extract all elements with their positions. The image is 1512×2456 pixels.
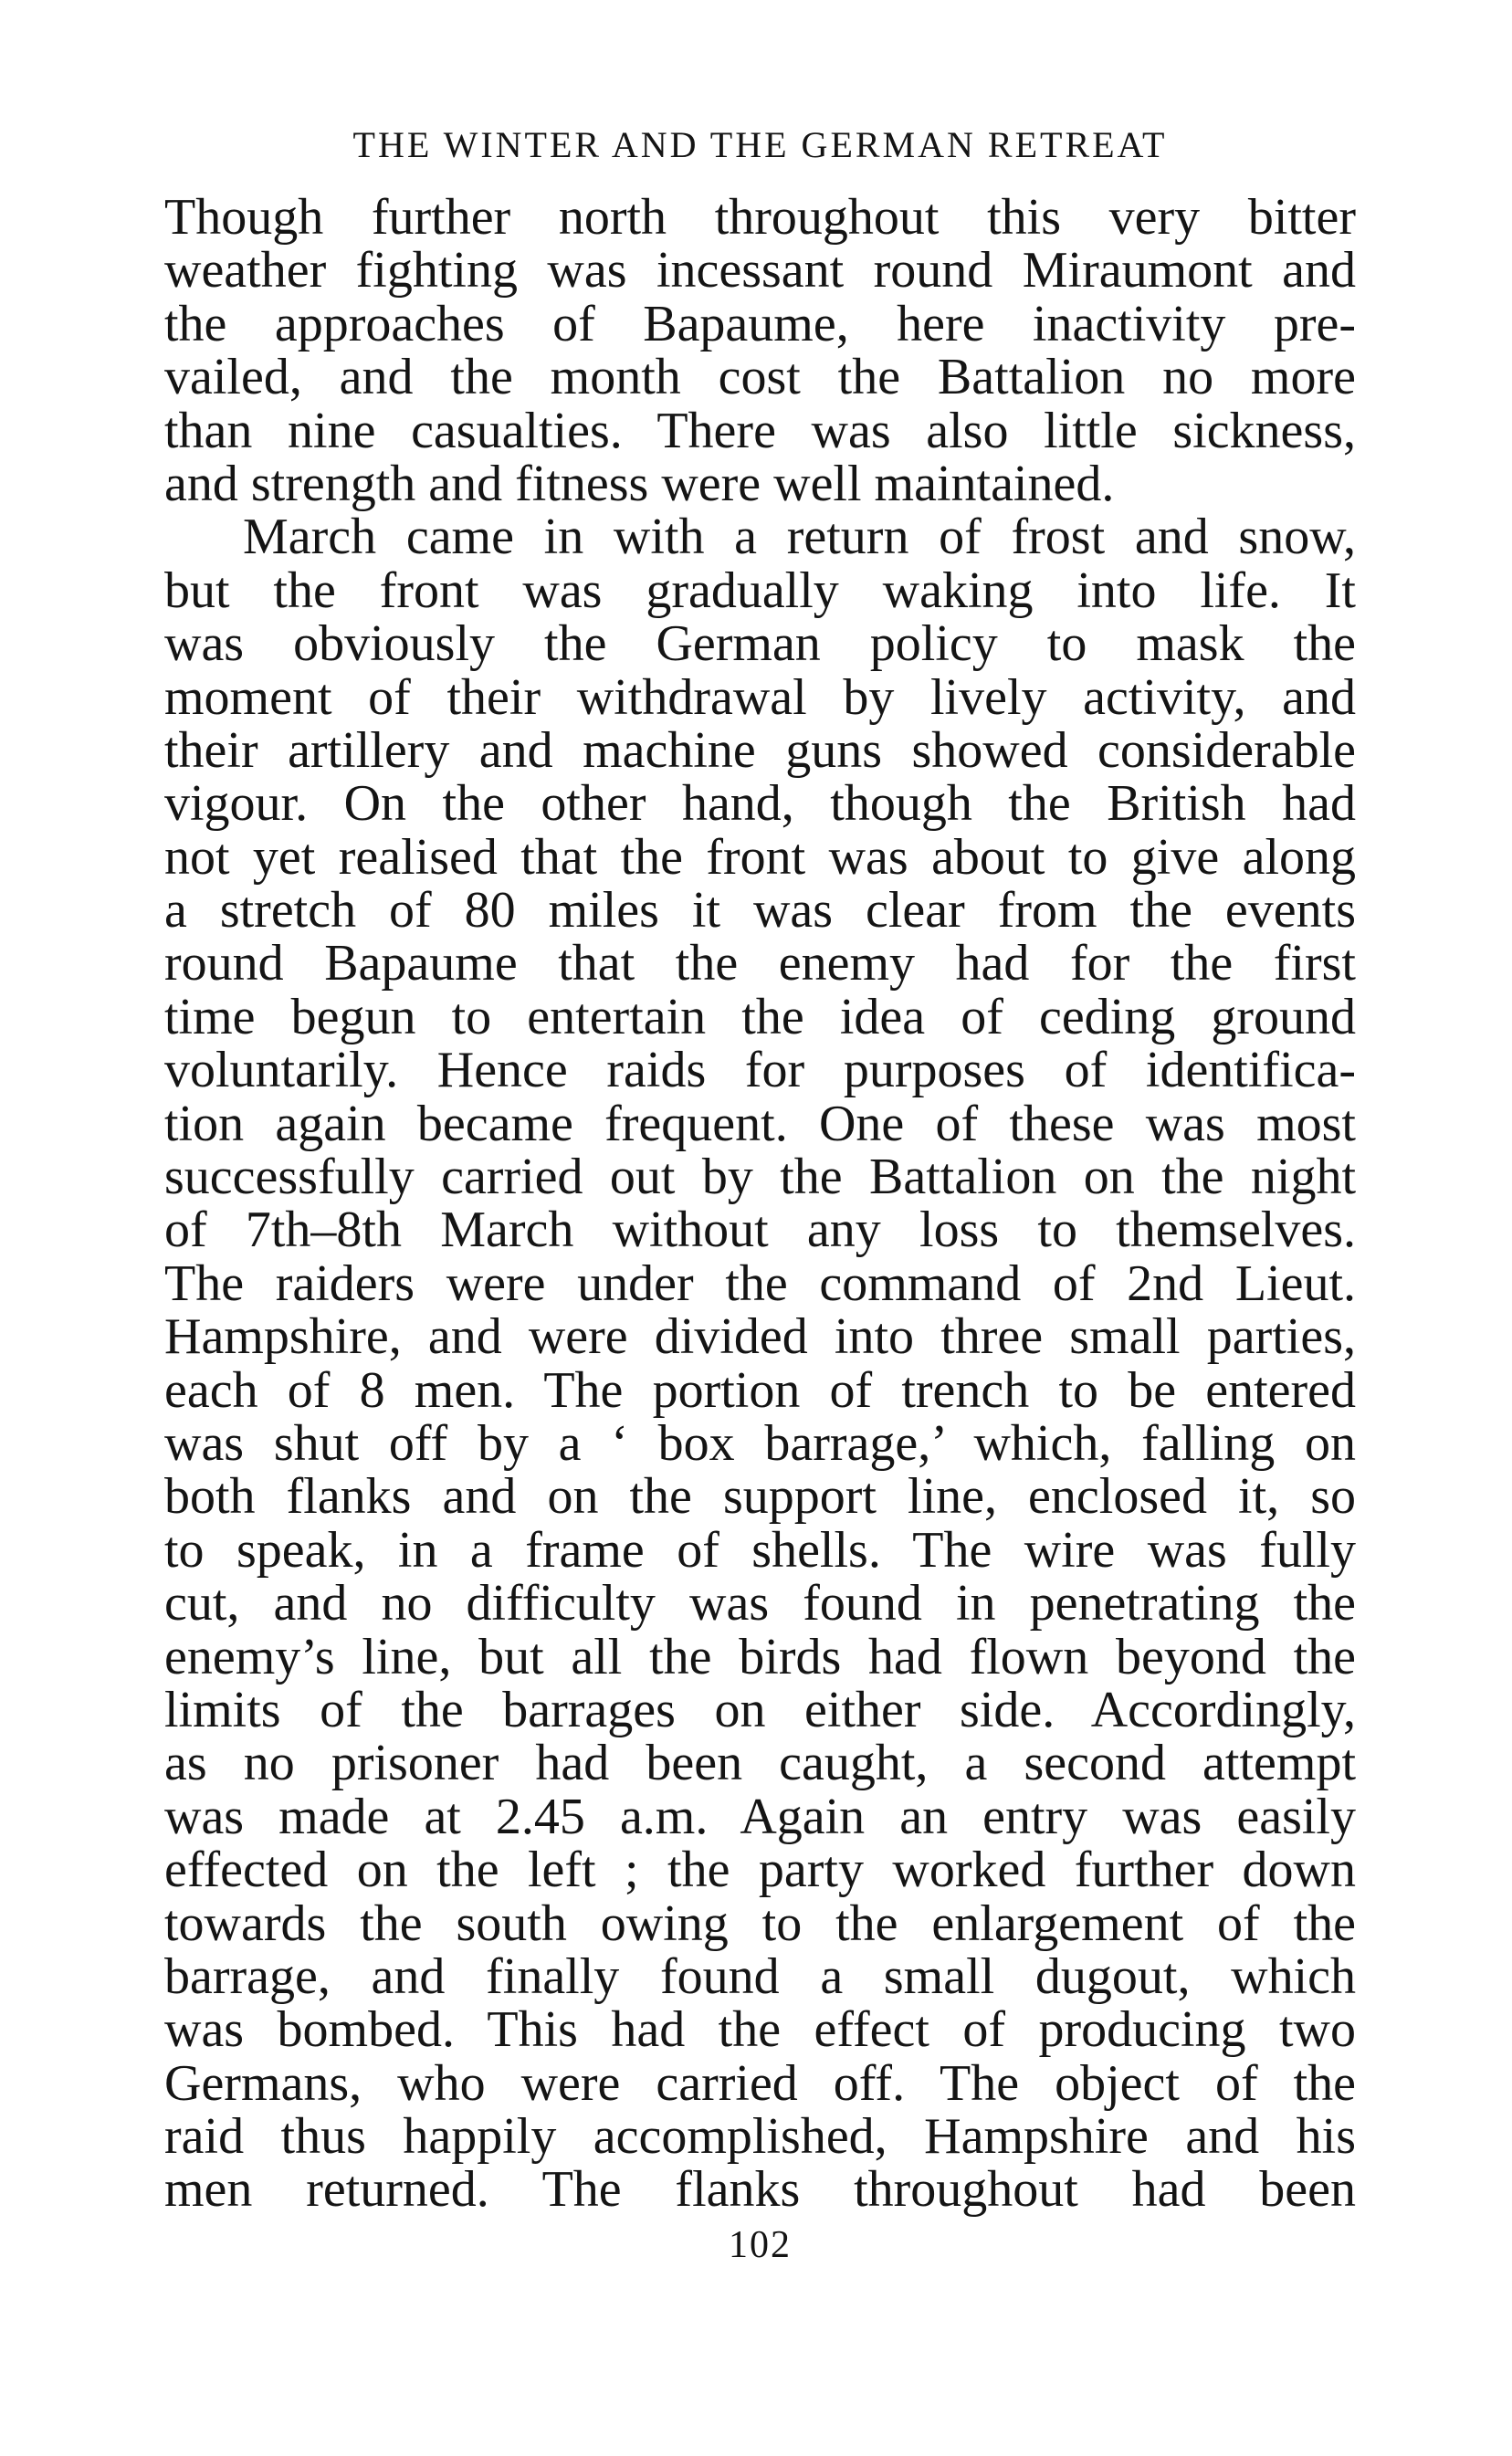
text-line: and strength and fitness were well maintained.: [164, 455, 1115, 512]
text-line: vigour. On the other hand, though the British had: [164, 775, 1356, 833]
text-line: a stretch of 80 miles it was clear from the events: [164, 882, 1356, 939]
text-line: successfully carried out by the Battalion on the night: [164, 1149, 1356, 1206]
text-line: tion again became frequent. One of these was most: [164, 1095, 1356, 1152]
text-line: towards the south owing to the enlargement of the: [164, 1894, 1356, 1952]
text-line: barrage, and finally found a small dugout, which: [164, 1947, 1356, 2005]
text-line: Though further north throughout this very bitter: [164, 189, 1356, 246]
text-line: men returned. The flanks throughout had been: [164, 2161, 1356, 2219]
text-line: both flanks and on the support line, enclosed it, so: [164, 1468, 1356, 1526]
text-line: was obviously the German policy to mask the: [164, 615, 1356, 673]
text-line: vailed, and the month cost the Battalion no more: [164, 349, 1356, 406]
text-line: cut, and no difficulty was found in penetrating the: [164, 1575, 1356, 1632]
text-line: weather fighting was incessant round Miraumont and: [164, 242, 1356, 299]
running-head: THE WINTER AND THE GERMAN RETREAT: [352, 124, 1168, 165]
text-line: was shut off by a ‘ box barrage,’ which, falling on: [164, 1414, 1356, 1472]
text-line: March came in with a return of frost and snow,: [243, 509, 1356, 566]
text-line: of 7th–8th March without any loss to themselves.: [164, 1202, 1356, 1259]
text-line: moment of their withdrawal by lively activity, and: [164, 668, 1356, 726]
text-line: than nine casualties. There was also little sickness,: [164, 402, 1356, 459]
text-line: to speak, in a frame of shells. The wire was fully: [164, 1521, 1356, 1579]
text-line: round Bapaume that the enemy had for the first: [164, 935, 1356, 992]
text-line: time begun to entertain the idea of ceding ground: [164, 988, 1356, 1045]
text-line: enemy’s line, but all the birds had flown beyond the: [164, 1628, 1356, 1685]
text-line: but the front was gradually waking into life. It: [164, 562, 1356, 619]
text-line: limits of the barrages on either side. Accordingly,: [164, 1681, 1356, 1738]
paragraph-2: [164, 510, 1356, 2217]
text-line: Hampshire, and were divided into three small parties,: [164, 1308, 1356, 1366]
text-line: not yet realised that the front was about to give along: [164, 828, 1356, 886]
text-line: voluntarily. Hence raids for purposes of identifica-: [164, 1042, 1356, 1099]
text-line: was made at 2.45 a.m. Again an entry was easily: [164, 1788, 1356, 1845]
text-line: each of 8 men. The portion of trench to be entered: [164, 1361, 1356, 1419]
text-line: as no prisoner had been caught, a second attempt: [164, 1735, 1356, 1792]
text-line: The raiders were under the command of 2nd Lieut.: [164, 1254, 1356, 1312]
body-text: [164, 191, 1356, 2217]
page-number: 102: [729, 2224, 792, 2266]
text-line: the approaches of Bapaume, here inactivity pre-: [164, 295, 1356, 352]
text-line: their artillery and machine guns showed considerable: [164, 721, 1356, 779]
text-line: Germans, who were carried off. The object of the: [164, 2054, 1356, 2112]
paragraph-1: [164, 191, 1356, 510]
text-line: was bombed. This had the effect of producing two: [164, 2001, 1356, 2059]
text-line: raid thus happily accomplished, Hampshire and his: [164, 2108, 1356, 2166]
text-line: effected on the left ; the party worked further down: [164, 1842, 1356, 1899]
